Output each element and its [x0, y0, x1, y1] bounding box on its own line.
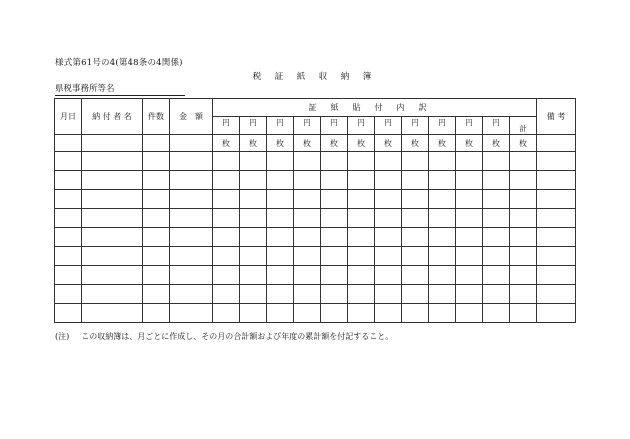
ledger-cell	[294, 190, 321, 209]
ledger-cell	[267, 266, 294, 285]
title-char: 簿	[362, 72, 372, 82]
ledger-cell	[55, 304, 82, 323]
sheets-unit-cell: 枚	[456, 135, 483, 152]
ledger-cell	[267, 209, 294, 228]
ledger-cell	[456, 304, 483, 323]
ledger-cell	[294, 304, 321, 323]
ledger-cell	[510, 152, 537, 171]
ledger-cell	[375, 285, 402, 304]
ledger-cell	[429, 228, 456, 247]
ledger-cell	[483, 228, 510, 247]
ledger-cell	[213, 228, 240, 247]
empty-cell	[143, 135, 170, 152]
ledger-cell	[429, 190, 456, 209]
ledger-row	[55, 266, 576, 285]
ledger-cell	[240, 228, 267, 247]
ledger-cell	[483, 304, 510, 323]
ledger-cell	[82, 171, 143, 190]
ledger-row	[55, 285, 576, 304]
ledger-cell	[82, 266, 143, 285]
ledger-cell	[213, 304, 240, 323]
footnote-text: この収納簿は、月ごとに作成し、その月の合計額および年度の累計額を付記すること。	[81, 332, 394, 341]
ledger-cell	[143, 266, 170, 285]
title-char: 収	[318, 72, 328, 82]
ledger-cell	[537, 152, 576, 171]
ledger-cell	[510, 171, 537, 190]
sheets-unit-cell: 枚	[294, 135, 321, 152]
ledger-cell	[402, 209, 429, 228]
ledger-cell	[294, 266, 321, 285]
ledger-row	[55, 190, 576, 209]
form-number: 様式第61号の4(第48条の4関係)	[55, 58, 183, 68]
ledger-cell	[213, 209, 240, 228]
ledger-cell	[375, 228, 402, 247]
ledger-cell	[213, 285, 240, 304]
ledger-cell	[321, 266, 348, 285]
ledger-cell	[82, 304, 143, 323]
ledger-cell	[267, 171, 294, 190]
ledger-cell	[321, 304, 348, 323]
ledger-cell	[170, 152, 213, 171]
stamp-ledger-table	[54, 98, 576, 323]
ledger-cell	[429, 247, 456, 266]
denomination-yen-cell: 円	[240, 117, 267, 135]
denomination-yen-cell: 円	[456, 117, 483, 135]
ledger-cell	[143, 209, 170, 228]
ledger-cell	[213, 247, 240, 266]
ledger-cell	[267, 285, 294, 304]
ledger-cell	[483, 152, 510, 171]
ledger-cell	[143, 171, 170, 190]
sheets-unit-cell: 枚	[213, 135, 240, 152]
header-remarks: 備 考	[537, 99, 576, 135]
ledger-cell	[55, 152, 82, 171]
denomination-yen-cell: 円	[375, 117, 402, 135]
denomination-yen-cell: 円	[213, 117, 240, 135]
sheets-unit-cell: 枚	[375, 135, 402, 152]
ledger-row	[55, 209, 576, 228]
ledger-cell	[510, 228, 537, 247]
footnote	[55, 331, 393, 342]
denomination-yen-cell: 円	[294, 117, 321, 135]
ledger-cell	[82, 247, 143, 266]
ledger-cell	[240, 190, 267, 209]
ledger-cell	[402, 171, 429, 190]
ledger-cell	[429, 304, 456, 323]
ledger-cell	[170, 228, 213, 247]
ledger-cell	[456, 247, 483, 266]
ledger-cell	[510, 247, 537, 266]
ledger-cell	[348, 209, 375, 228]
ledger-cell	[348, 266, 375, 285]
ledger-cell	[240, 304, 267, 323]
ledger-cell	[348, 152, 375, 171]
ledger-cell	[55, 247, 82, 266]
ledger-cell	[429, 209, 456, 228]
sheets-unit-cell: 枚	[321, 135, 348, 152]
ledger-cell	[55, 228, 82, 247]
title-char: 税	[252, 72, 262, 82]
ledger-cell	[267, 247, 294, 266]
ledger-cell	[375, 209, 402, 228]
office-name-label: 県税事務所等名	[55, 82, 185, 96]
header-amount: 金 額	[170, 99, 213, 135]
title-char: 証	[274, 72, 284, 82]
header-stamp-breakdown: 証紙貼付内訳	[213, 99, 537, 117]
ledger-cell	[240, 266, 267, 285]
ledger-cell	[456, 190, 483, 209]
ledger-cell	[348, 285, 375, 304]
ledger-cell	[294, 152, 321, 171]
sheets-unit-cell: 枚	[240, 135, 267, 152]
ledger-cell	[143, 285, 170, 304]
ledger-cell	[483, 190, 510, 209]
ledger-cell	[537, 266, 576, 285]
ledger-cell	[375, 304, 402, 323]
ledger-cell	[348, 228, 375, 247]
ledger-cell	[375, 171, 402, 190]
ledger-cell	[240, 285, 267, 304]
sheets-unit-cell: 枚	[348, 135, 375, 152]
ledger-cell	[170, 247, 213, 266]
ledger-cell	[483, 247, 510, 266]
ledger-cell	[510, 285, 537, 304]
ledger-cell	[510, 190, 537, 209]
ledger-cell	[170, 190, 213, 209]
ledger-cell	[483, 285, 510, 304]
ledger-cell	[321, 209, 348, 228]
ledger-cell	[375, 266, 402, 285]
ledger-cell	[267, 152, 294, 171]
ledger-cell	[456, 228, 483, 247]
ledger-row	[55, 152, 576, 171]
ledger-cell	[537, 190, 576, 209]
title-char: 紙	[296, 72, 306, 82]
ledger-cell	[402, 152, 429, 171]
ledger-cell	[375, 190, 402, 209]
header-payer-name: 納 付 者 名	[82, 99, 143, 135]
empty-cell	[170, 135, 213, 152]
ledger-cell	[402, 190, 429, 209]
ledger-cell	[510, 209, 537, 228]
ledger-cell	[240, 247, 267, 266]
denomination-yen-cell: 円	[348, 117, 375, 135]
ledger-row	[55, 304, 576, 323]
ledger-cell	[82, 190, 143, 209]
ledger-cell	[321, 247, 348, 266]
ledger-cell	[170, 209, 213, 228]
ledger-cell	[402, 266, 429, 285]
sheets-unit-cell: 枚	[510, 135, 537, 152]
ledger-cell	[82, 209, 143, 228]
ledger-cell	[402, 228, 429, 247]
ledger-cell	[456, 152, 483, 171]
empty-cell	[82, 135, 143, 152]
header-total: 計	[510, 117, 537, 135]
ledger-cell	[294, 228, 321, 247]
ledger-cell	[294, 285, 321, 304]
ledger-cell	[348, 171, 375, 190]
empty-cell	[55, 135, 82, 152]
ledger-cell	[375, 247, 402, 266]
ledger-cell	[537, 247, 576, 266]
ledger-cell	[483, 266, 510, 285]
footnote-tag: (注)	[55, 332, 70, 341]
denomination-yen-cell: 円	[402, 117, 429, 135]
ledger-cell	[510, 304, 537, 323]
form-title	[246, 70, 378, 82]
ledger-cell	[537, 171, 576, 190]
ledger-cell	[55, 190, 82, 209]
ledger-cell	[240, 152, 267, 171]
ledger-cell	[456, 285, 483, 304]
ledger-cell	[55, 171, 82, 190]
ledger-row	[55, 247, 576, 266]
ledger-cell	[321, 228, 348, 247]
ledger-cell	[55, 209, 82, 228]
ledger-cell	[510, 266, 537, 285]
ledger-cell	[143, 190, 170, 209]
denomination-yen-cell: 円	[321, 117, 348, 135]
sheets-unit-cell: 枚	[483, 135, 510, 152]
ledger-cell	[402, 304, 429, 323]
ledger-cell	[294, 171, 321, 190]
ledger-row	[55, 228, 576, 247]
ledger-cell	[348, 304, 375, 323]
ledger-cell	[267, 190, 294, 209]
ledger-cell	[143, 228, 170, 247]
ledger-cell	[348, 190, 375, 209]
denomination-yen-cell: 円	[483, 117, 510, 135]
sheets-unit-cell: 枚	[429, 135, 456, 152]
title-char: 納	[340, 72, 350, 82]
ledger-cell	[537, 228, 576, 247]
ledger-cell	[321, 285, 348, 304]
sheets-unit-cell: 枚	[402, 135, 429, 152]
ledger-cell	[402, 247, 429, 266]
ledger-cell	[143, 152, 170, 171]
ledger-cell	[143, 304, 170, 323]
ledger-cell	[55, 285, 82, 304]
ledger-cell	[240, 209, 267, 228]
ledger-cell	[294, 209, 321, 228]
ledger-cell	[537, 285, 576, 304]
ledger-cell	[213, 266, 240, 285]
ledger-cell	[267, 304, 294, 323]
denomination-yen-cell: 円	[429, 117, 456, 135]
ledger-cell	[267, 228, 294, 247]
ledger-cell	[456, 171, 483, 190]
ledger-cell	[170, 285, 213, 304]
ledger-row	[55, 171, 576, 190]
ledger-cell	[483, 171, 510, 190]
ledger-cell	[55, 266, 82, 285]
ledger-cell	[429, 171, 456, 190]
ledger-cell	[170, 266, 213, 285]
ledger-cell	[143, 247, 170, 266]
ledger-cell	[82, 285, 143, 304]
ledger-cell	[375, 152, 402, 171]
header-month-day: 月日	[55, 99, 82, 135]
ledger-cell	[429, 285, 456, 304]
ledger-cell	[321, 171, 348, 190]
ledger-cell	[321, 190, 348, 209]
ledger-cell	[456, 266, 483, 285]
ledger-cell	[213, 171, 240, 190]
header-count: 件数	[143, 99, 170, 135]
ledger-cell	[429, 152, 456, 171]
ledger-cell	[294, 247, 321, 266]
ledger-cell	[240, 171, 267, 190]
ledger-cell	[348, 247, 375, 266]
ledger-cell	[537, 304, 576, 323]
ledger-cell	[483, 209, 510, 228]
ledger-cell	[82, 228, 143, 247]
sheets-unit-cell: 枚	[267, 135, 294, 152]
ledger-cell	[170, 171, 213, 190]
ledger-cell	[537, 209, 576, 228]
ledger-cell	[170, 304, 213, 323]
empty-cell	[537, 135, 576, 152]
ledger-cell	[321, 152, 348, 171]
ledger-cell	[402, 285, 429, 304]
denomination-yen-cell: 円	[267, 117, 294, 135]
ledger-cell	[429, 266, 456, 285]
ledger-cell	[213, 190, 240, 209]
ledger-cell	[213, 152, 240, 171]
ledger-cell	[82, 152, 143, 171]
ledger-cell	[456, 209, 483, 228]
